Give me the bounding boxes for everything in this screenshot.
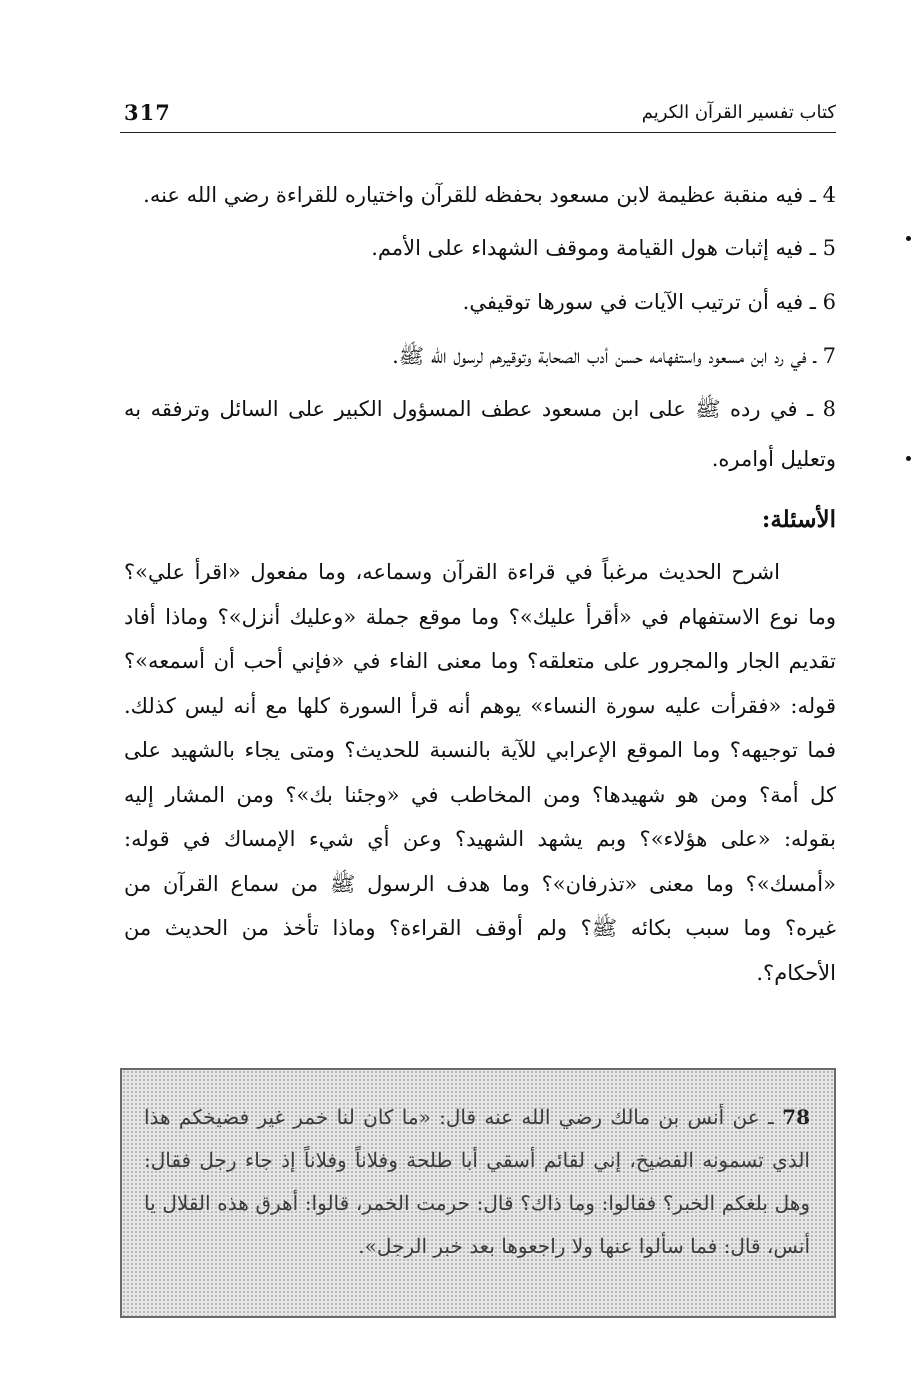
point-4: 4 ـ فيه منقبة عظيمة لابن مسعود بحفظه للقرآن واختياره للقراءة رضي الله عنه.	[143, 183, 836, 207]
hadith-text: ـ عن أنس بن مالك رضي الله عنه قال: «ما كان لنا خمر غير فضيخكم هذا الذي تسمونه الفضيخ، إني لقائم أسقي أبا طلحة وفلاناً وفلاناً إذ جاء رجل فقال: وهل بلغكم الخبر؟ فقالوا: وما ذاك؟ قال: حرمت الخمر، قالوا: أهرق هذه القلال يا أنس، قال: فما سألوا عنها ولا راجعوها بعد خبر الرجل».	[144, 1105, 810, 1258]
point-5: 5 ـ فيه إثبات هول القيامة وموقف الشهداء على الأمم.	[371, 236, 836, 260]
main-text	[124, 170, 836, 995]
point-8: 8 ـ في رده ﷺ على ابن مسعود عطف المسؤول الكبير على السائل وترفقه به وتعليل أوامره.	[124, 397, 836, 471]
questions-paragraph: اشرح الحديث مرغباً في قراءة القرآن وسماعه، وما مفعول «اقرأ علي»؟ وما نوع الاستفهام في «أقرأ عليك»؟ وما موقع جملة «وعليك أنزل»؟ وماذا أفاد تقديم الجار والمجرور على متعلقه؟ وما معنى الفاء في «فإني أحب أن أسمعه»؟ قوله: «فقرأت عليه سورة النساء» يوهم أنه قرأ السورة كلها مع أنه ليس كذلك. فما توجيهه؟ وما الموقع الإعرابي للآية بالنسبة للحديث؟ ومتى يجاء بالشهيد على كل أمة؟ ومن هو شهيدها؟ ومن المخاطب في «وجئنا بك»؟ ومن المشار إليه بقوله: «على هؤلاء»؟ وبم يشهد الشهيد؟ وعن أي شيء الإمساك في قوله: «أمسك»؟ وما معنى «تذرفان»؟ وما هدف الرسول ﷺ من سماع القرآن من غيره؟ وما سبب بكائه ﷺ؟ ولم أوقف القراءة؟ وماذا تأخذ من الحديث من الأحكام؟.	[124, 560, 836, 985]
running-title: كتاب تفسير القرآن الكريم	[641, 102, 836, 123]
point-7: 7 ـ في رد ابن مسعود واستفهامه حسن أدب الصحابة وتوقيرهم لرسول الله ﷺ.	[392, 344, 836, 368]
hadith-box	[120, 1068, 836, 1318]
questions-heading: الأسئلة:	[761, 506, 836, 533]
page-number: 317	[124, 100, 171, 125]
margin-mark	[906, 456, 911, 461]
header-divider	[120, 132, 836, 133]
hadith-number: 78	[782, 1105, 810, 1129]
point-6: 6 ـ فيه أن ترتيب الآيات في سورها توقيفي.	[462, 290, 836, 314]
margin-mark	[906, 236, 911, 241]
page-header	[124, 96, 836, 136]
